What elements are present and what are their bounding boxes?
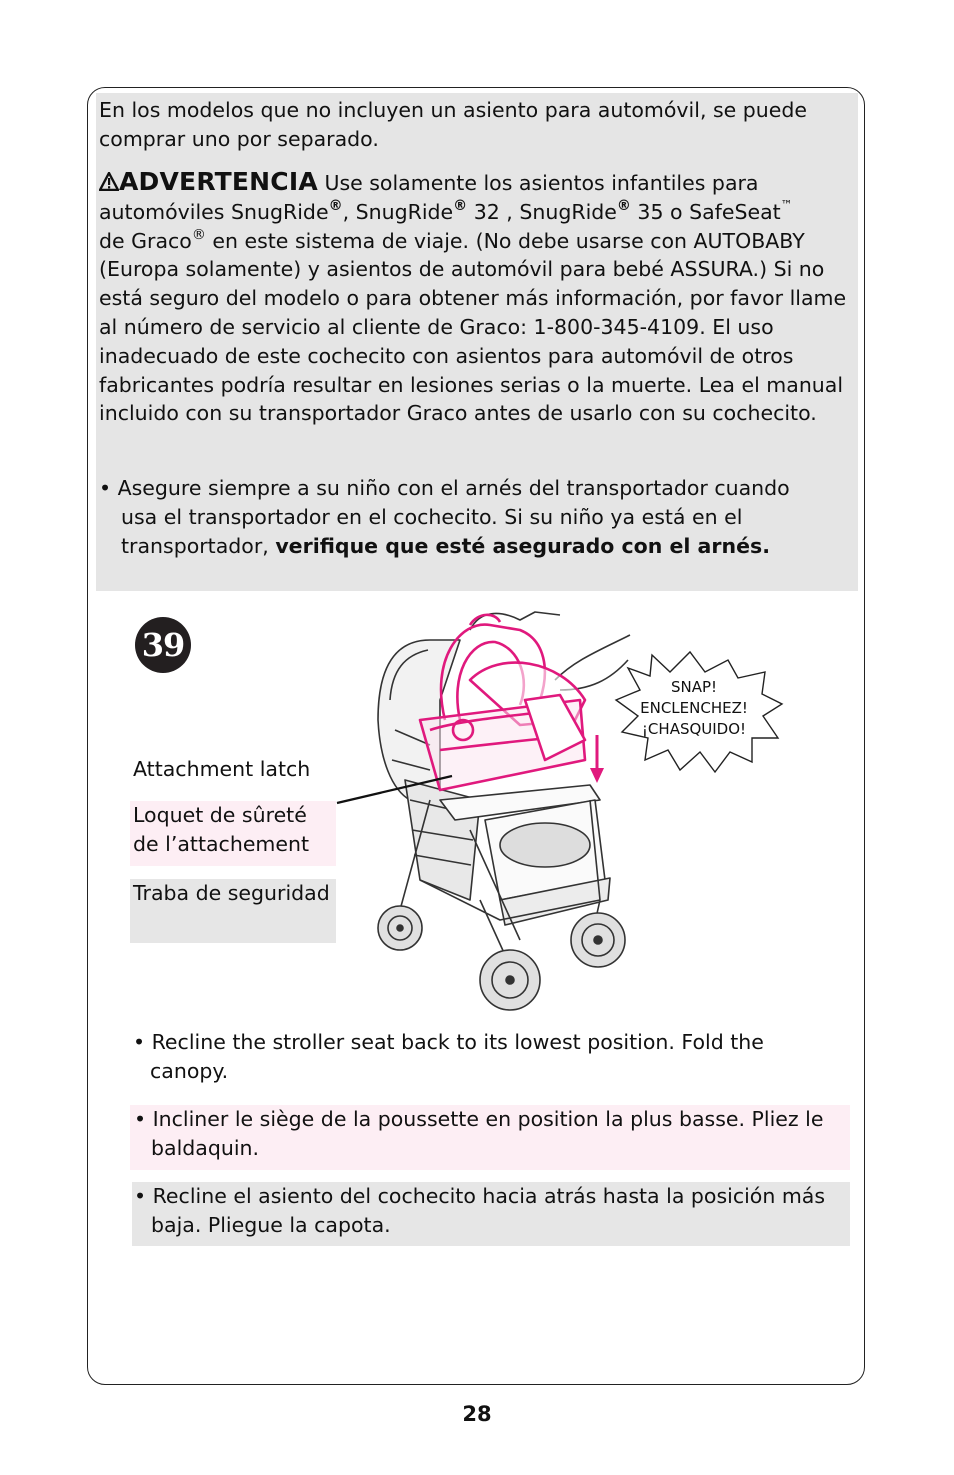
label-attachment-latch-en: Attachment latch xyxy=(133,757,311,781)
instruction-fr: • Incliner le siège de la poussette en position la plus basse. Pliez le baldaquin. xyxy=(130,1105,850,1170)
instruction-es: • Recline el asiento del cochecito hacia atrás hasta la posición más baja. Pliegue la capota. xyxy=(132,1182,850,1246)
down-arrow-icon xyxy=(590,735,604,783)
warning-paragraph: ADVERTENCIA Use solamente los asientos infantiles para automóviles SnugRide®, SnugRide® 32 , SnugRide® 35 o SafeSeat™ de Graco® en este sistema de viaje. (No debe usarse con AUTOBABY (Europa solamente) y asientos de automóvil para bebé ASSURA.) Si no está seguro del modelo o para obtener más información, por favor llame al número de servicio al cliente de Graco: 1-800-345-4109. El uso inadecuado de este cochecito con asientos para automóvil de otros fabricantes podría resultar en lesiones serias o la muerte. Lea el manual incluido con su transportador Graco antes de usarlo con su cochecito. xyxy=(99,167,847,426)
label-attachment-latch-fr: Loquet de sûreté de l’attachement xyxy=(130,801,336,866)
harness-note-emphasis: verifique que esté asegurado con el arnés. xyxy=(275,533,770,558)
page-number: 28 xyxy=(462,1402,492,1426)
warning-heading: ADVERTENCIA xyxy=(119,167,318,196)
step-number-badge: 39 xyxy=(135,617,191,673)
intro-text: En los modelos que no incluyen un asiento para automóvil, se puede comprar uno por separado. xyxy=(99,98,808,151)
snap-sound-text: SNAP! ENCLENCHEZ! ¡CHASQUIDO! xyxy=(640,678,748,738)
harness-note: • Asegure siempre a su niño con el arnés del transportador cuando usa el transportador en el cochecito. Si su niño ya está en el transportador, verifique que esté asegurado con el arnés. xyxy=(99,476,790,558)
label-attachment-latch-es: Traba de seguridad xyxy=(130,879,336,943)
instruction-en: • Recline the stroller seat back to its lowest position. Fold the canopy. xyxy=(133,1030,764,1083)
